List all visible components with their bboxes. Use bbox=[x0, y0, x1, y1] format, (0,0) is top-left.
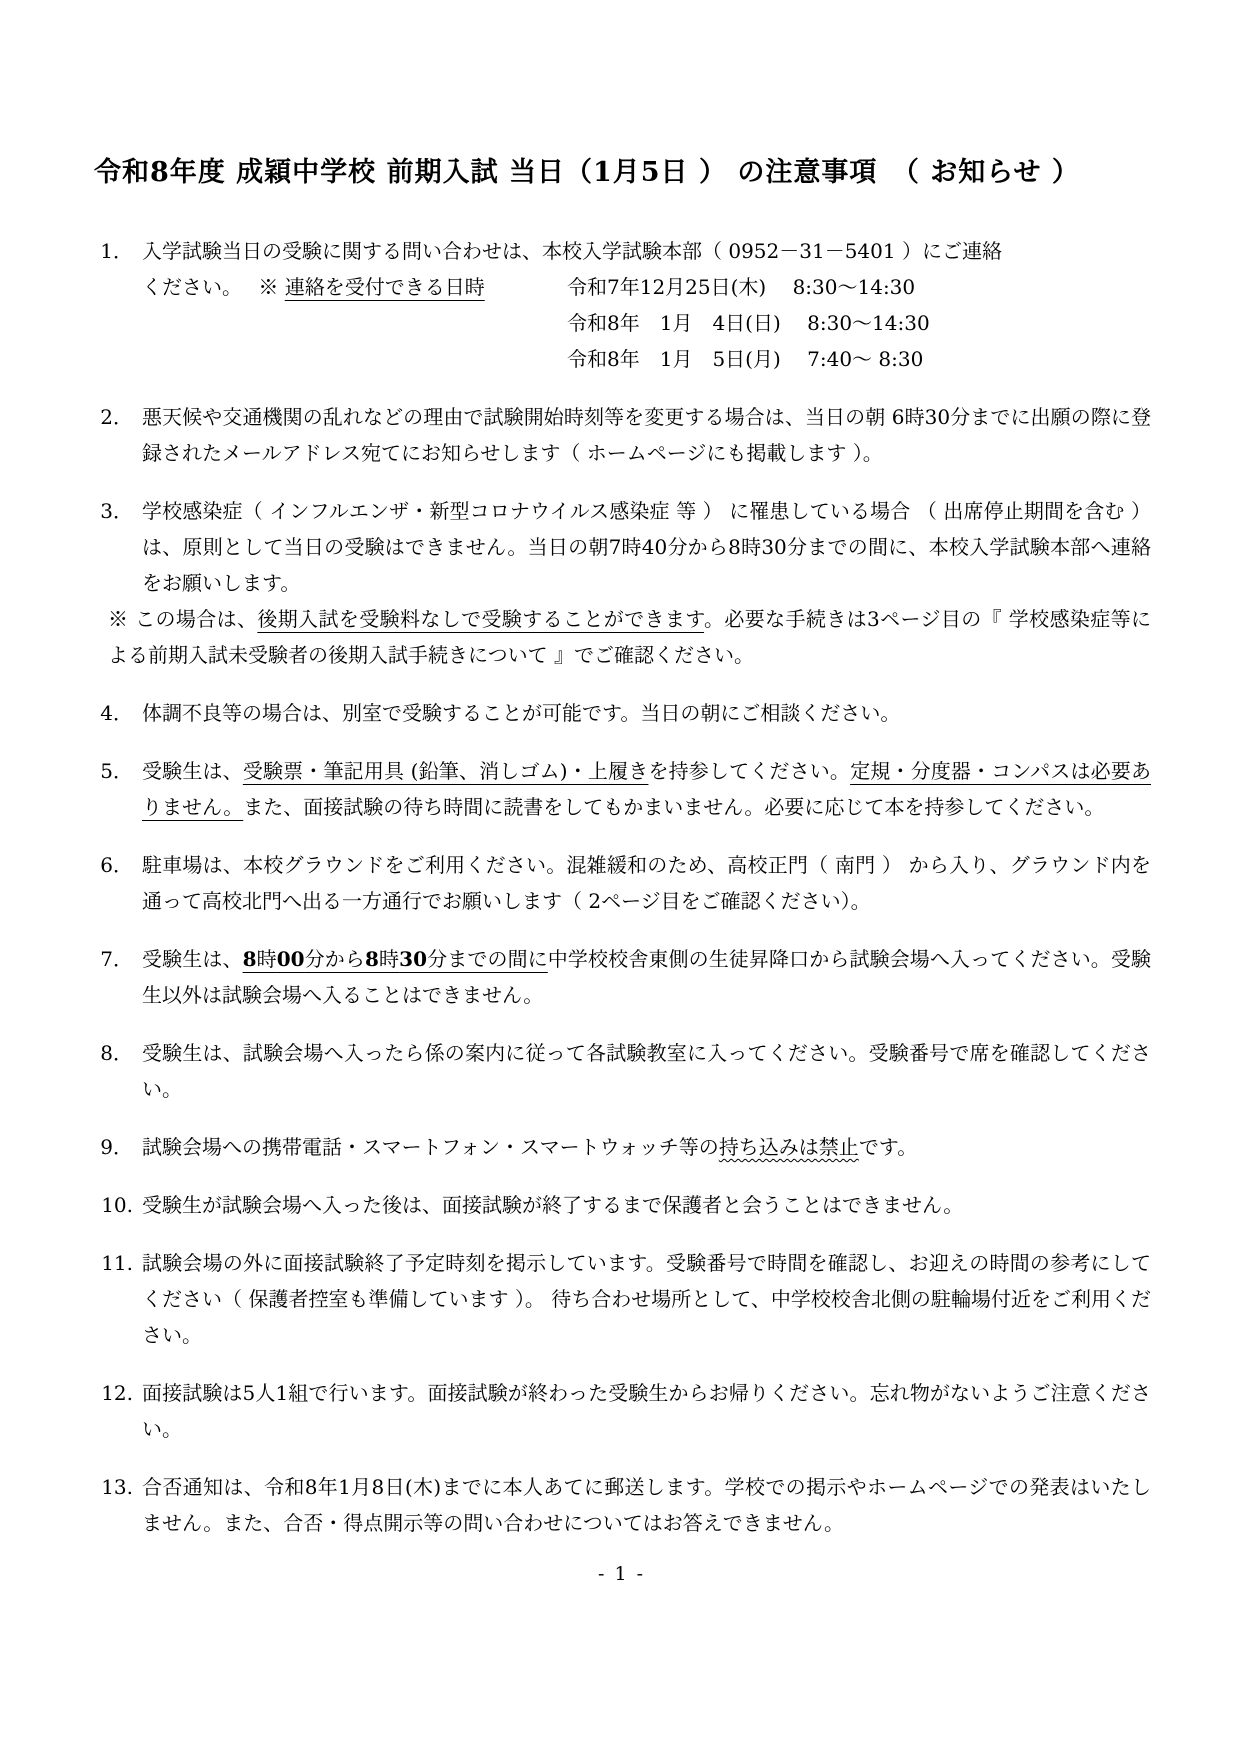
text-run: 入学試験当日の受験に関する問い合わせは、本校入学試験本部（ 0952－31－5401 ）にご連絡 bbox=[142, 239, 1002, 263]
item-text bbox=[142, 233, 1151, 377]
underlined-text: 8 bbox=[242, 947, 257, 971]
item-number: 9． bbox=[100, 1135, 133, 1159]
item-text bbox=[142, 1375, 1151, 1447]
item-number: 8． bbox=[100, 1041, 133, 1065]
text-run: また、面接試験の待ち時間に読書をしてもかまいません。必要に応じて本を持参してください。 bbox=[243, 795, 1105, 819]
paragraph bbox=[142, 1129, 1151, 1165]
underlined-text: 分から bbox=[304, 947, 366, 971]
item-text bbox=[142, 1245, 1151, 1353]
text-run: 合否通知は、令和8年1月8日(木)までに本人あてに郵送します。学校での掲示やホームページでの発表はいたしません。また、合否・得点開示等の問い合わせについてはお答えできません。 bbox=[142, 1475, 1151, 1535]
text-run: 受験生は、 bbox=[142, 947, 243, 971]
text-run: 。必要な手続きは3ページ目の『 学校感染症等による前期入試未受験者の後期入試手続きについて 』でご確認ください。 bbox=[108, 607, 1151, 667]
notice-item bbox=[92, 695, 1151, 731]
item-text bbox=[142, 1469, 1151, 1541]
underlined-text: 8 bbox=[365, 947, 379, 971]
notice-item bbox=[92, 1245, 1151, 1353]
text-run: 受験生は、 bbox=[142, 759, 243, 783]
paragraph bbox=[142, 269, 1151, 305]
emphasized-text: 持ち込みは禁止 bbox=[718, 1135, 859, 1159]
notice-item bbox=[92, 1129, 1151, 1165]
item-number: 10. bbox=[101, 1193, 133, 1217]
item-text bbox=[142, 695, 1151, 731]
text-run: 悪天候や交通機関の乱れなどの理由で試験開始時刻等を変更する場合は、当日の朝 6時30分までに出願の際に登録されたメールアドレス宛てにお知らせします（ ホームページにも掲載します ）。 bbox=[142, 405, 1151, 465]
underlined-text: 後期入試を受験料なしで受験することができます bbox=[257, 607, 705, 631]
text-run: 体調不良等の場合は、別室で受験することが可能です。当日の朝にご相談ください。 bbox=[142, 701, 901, 725]
column bbox=[567, 269, 915, 305]
item-number: 11. bbox=[101, 1251, 133, 1275]
text-run: です。 bbox=[858, 1135, 918, 1159]
paragraph bbox=[142, 1469, 1151, 1541]
notice-item bbox=[92, 233, 1151, 377]
text-run: 受験生が試験会場へ入った後は、面接試験が終了するまで保護者と会うことはできません。 bbox=[142, 1193, 964, 1217]
underlined-text: 受験票・筆記用具 (鉛筆、消しゴム)・上履き bbox=[242, 759, 649, 783]
paragraph bbox=[142, 305, 1151, 341]
underlined-text: 30 bbox=[399, 947, 428, 971]
notice-item bbox=[92, 753, 1151, 825]
notice-item bbox=[92, 1469, 1151, 1541]
item-number: 3． bbox=[100, 499, 133, 523]
item-number: 13. bbox=[101, 1475, 133, 1499]
text-run: 令和8年 1月 4日(日) 8:30～14:30 bbox=[567, 311, 930, 335]
text-run: ※ この場合は、 bbox=[108, 607, 258, 631]
notice-item bbox=[92, 941, 1151, 1013]
text-run: 試験会場への携帯電話・スマートフォン・スマートウォッチ等の bbox=[142, 1135, 719, 1159]
item-number: 5． bbox=[100, 759, 133, 783]
item-text bbox=[142, 399, 1151, 471]
text-run: 令和7年12月25日(木) 8:30～14:30 bbox=[567, 275, 916, 299]
paragraph bbox=[142, 847, 1151, 919]
text-run: ください。 ※ bbox=[142, 275, 285, 299]
notice-list bbox=[92, 233, 1151, 1541]
paragraph bbox=[142, 399, 1151, 471]
paragraph bbox=[142, 341, 1151, 377]
item-number: 2． bbox=[100, 405, 133, 429]
item-number: 12. bbox=[101, 1381, 133, 1405]
underlined-text: 00 bbox=[276, 947, 305, 971]
text-run: 試験会場の外に面接試験終了予定時刻を掲示しています。受験番号で時間を確認し、お迎えの時間の参考にしてください（ 保護者控室も準備しています ）。 待ち合わせ場所として、中学校校舎北側の駐輪場付近をご利用ください。 bbox=[142, 1251, 1151, 1347]
paragraph bbox=[142, 1035, 1151, 1107]
underlined-text: 連絡を受付できる日時 bbox=[284, 275, 485, 299]
text-run: 学校感染症（ インフルエンザ・新型コロナウイルス感染症 等 ） に罹患している場合 （ 出席停止期間を含む ） は、原則として当日の受験はできません。当日の朝7時40分から8時30分までの間に、本校入学試験本部へ連絡をお願いします。 bbox=[142, 499, 1151, 595]
item-number: 6． bbox=[100, 853, 133, 877]
underlined-text: 時 bbox=[256, 947, 277, 971]
notice-item bbox=[92, 1375, 1151, 1447]
notice-item bbox=[92, 493, 1151, 673]
page-title: 令和8年度 成穎中学校 前期入試 当日（1月5日 ） の注意事項 （ お知らせ ） bbox=[94, 157, 1080, 188]
underlined-text: 時 bbox=[378, 947, 400, 971]
item-number: 1． bbox=[100, 239, 133, 263]
item-number: 7． bbox=[100, 947, 133, 971]
item-text bbox=[142, 1035, 1151, 1107]
paragraph bbox=[142, 1187, 1151, 1223]
notice-item bbox=[92, 1035, 1151, 1107]
item-text bbox=[142, 1187, 1151, 1223]
paragraph bbox=[142, 493, 1151, 601]
text-run: を持参してください。 bbox=[648, 759, 851, 783]
notice-item bbox=[92, 847, 1151, 919]
paragraph bbox=[142, 695, 1151, 731]
column bbox=[142, 269, 567, 305]
paragraph bbox=[142, 1245, 1151, 1353]
item-number: 4． bbox=[100, 701, 133, 725]
text-run: 駐車場は、本校グラウンドをご利用ください。混雑緩和のため、高校正門（ 南門 ） から入り、グラウンド内を通って高校北門へ出る一方通行でお願いします（ 2ページ目をご確認ください）。 bbox=[142, 853, 1151, 913]
item-text bbox=[142, 941, 1151, 1013]
item-text bbox=[142, 847, 1151, 919]
item-text bbox=[142, 753, 1151, 825]
text-run: 面接試験は5人1組で行います。面接試験が終わった受験生からお帰りください。忘れ物がないようご注意ください。 bbox=[142, 1381, 1151, 1441]
text-run: 受験生は、試験会場へ入ったら係の案内に従って各試験教室に入ってください。受験番号で席を確認してください。 bbox=[142, 1041, 1151, 1101]
underlined-text: 分までの間に bbox=[427, 947, 548, 971]
notice-item bbox=[92, 399, 1151, 471]
text-run: 令和8年 1月 5日(月) 7:40～ 8:30 bbox=[567, 347, 924, 371]
item-text bbox=[142, 1129, 1151, 1165]
paragraph bbox=[142, 941, 1151, 1013]
page-number: - 1 - bbox=[597, 1563, 645, 1585]
item-text bbox=[108, 493, 1151, 673]
underlined-text: 定規・分度器・コンパスは必要ありません。 bbox=[142, 759, 1152, 819]
notice-item bbox=[92, 1187, 1151, 1223]
text-run: 中学校校舎東側の生徒昇降口から試験会場へ入ってください。受験生以外は試験会場へ入ることはできません。 bbox=[142, 947, 1152, 1007]
paragraph bbox=[108, 601, 1151, 673]
paragraph bbox=[142, 233, 1151, 269]
paragraph bbox=[142, 753, 1151, 825]
paragraph bbox=[142, 1375, 1151, 1447]
